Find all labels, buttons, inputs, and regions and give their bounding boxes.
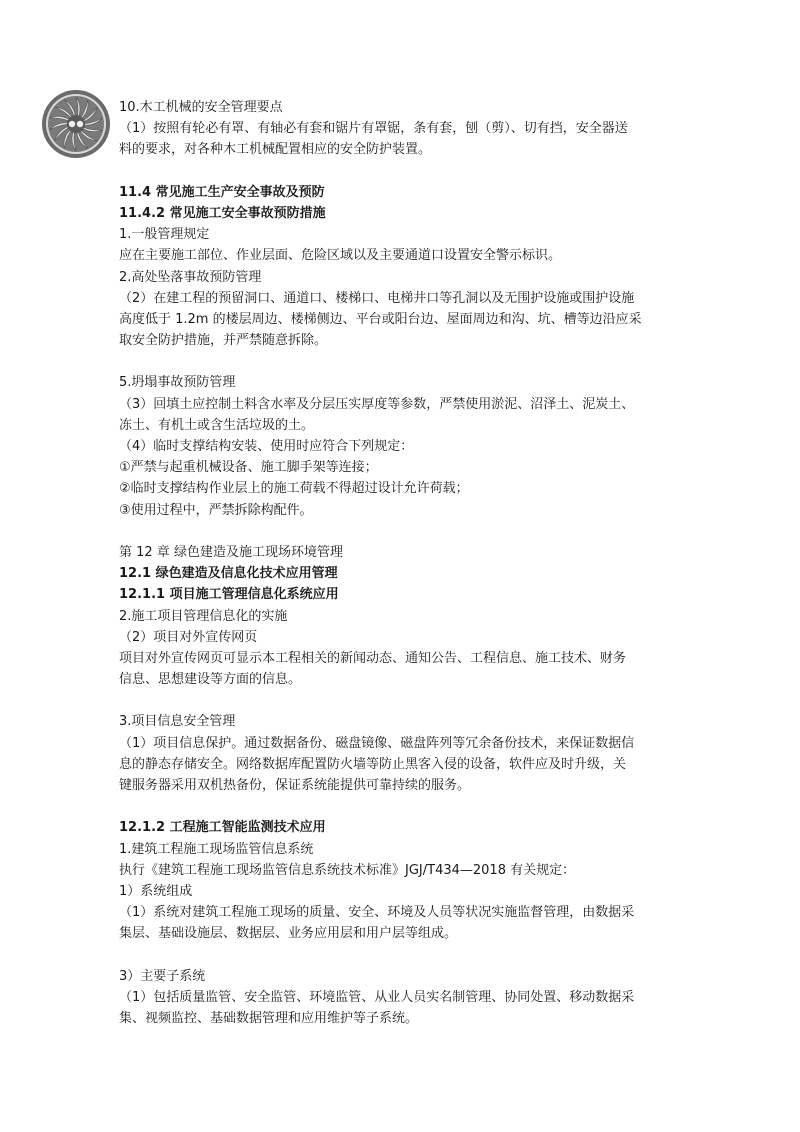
- text-line: 集层、基础设施层、数据层、业务应用层和用户层等组成。: [119, 926, 458, 942]
- text-line: 执行《建筑工程施工现场监管信息系统技术标准》JGJ/T434—2018 有关规定：: [119, 862, 576, 878]
- text-line: 冻土、有机土或含生活垃圾的土。: [119, 417, 315, 433]
- text-line: 1.一般管理规定: [119, 227, 210, 243]
- text-line: （2）在建工程的预留洞口、通道口、楼梯口、电梯井口等孔洞以及无围护设施或围护设施: [119, 290, 635, 306]
- paragraph-gap: [119, 161, 689, 182]
- text-line: 取安全防护措施，并严禁随意拆除。: [119, 333, 328, 349]
- text-line: 2.高处坠落事故预防管理: [119, 269, 262, 285]
- text-line: 应在主要施工部位、作业层面、危险区域以及主要通道口设置安全警示标识。: [119, 248, 562, 264]
- text-block: [119, 966, 689, 1030]
- text-line: 10.木工机械的安全管理要点: [119, 100, 283, 115]
- ornamental-circle-emblem-icon: [40, 88, 112, 160]
- paragraph-gap: [119, 945, 689, 966]
- text-line: 高度低于 1.2m 的楼层周边、楼梯侧边、平台或阳台边、屋面周边和沟、坑、槽等边沿应采: [119, 311, 642, 327]
- document-body: [119, 97, 689, 1029]
- text-line: （1）项目信息保护。通过数据备份、磁盘镜像、磁盘阵列等冗余备份技术，来保证数据信: [119, 735, 635, 751]
- section-heading: 12.1.1 项目施工管理信息化系统应用: [119, 587, 339, 603]
- text-block: [119, 97, 689, 161]
- text-line: 料的要求，对各种木工机械配置相应的安全防护装置。: [119, 142, 432, 158]
- section-heading: 12.1 绿色建造及信息化技术应用管理: [119, 566, 338, 582]
- section-heading: 11.4 常见施工生产安全事故及预防: [119, 184, 325, 200]
- paragraph-gap: [119, 690, 689, 711]
- text-block: [119, 182, 689, 352]
- text-line: （4）临时支撑结构安装、使用时应符合下列规定：: [119, 439, 414, 454]
- text-block: [119, 372, 689, 520]
- text-line: （1）按照有轮必有罩、有轴必有套和锯片有罩锯，条有套，刨（剪）、切有挡，安全器送: [119, 121, 628, 137]
- section-heading: 12.1.2 工程施工智能监测技术应用: [119, 820, 326, 836]
- text-line: ②临时支撑结构作业层上的施工荷载不得超过设计允许荷载；: [119, 481, 469, 497]
- text-block: [119, 817, 689, 944]
- text-line: 3.项目信息安全管理: [119, 714, 236, 730]
- text-line: 信息、思想建设等方面的信息。: [119, 672, 302, 688]
- text-line: ③使用过程中，严禁拆除构配件。: [119, 502, 313, 518]
- text-line: 2.施工项目管理信息化的实施: [119, 608, 288, 624]
- text-line: （3）回填土应控制土料含水率及分层压实厚度等参数，严禁使用淤泥、沼泽土、泥炭土、: [119, 396, 635, 412]
- text-line: 第 12 章 绿色建造及施工现场环境管理: [119, 544, 343, 560]
- text-line: 息的静态存储安全。网络数据库配置防火墙等防止黑客入侵的设备，软件应及时升级，关: [119, 756, 627, 772]
- text-line: 1.建筑工程施工现场监管信息系统: [119, 841, 314, 857]
- text-line: 键服务器采用双机热备份，保证系统能提供可靠持续的服务。: [119, 778, 471, 793]
- text-line: 1）系统组成: [119, 883, 193, 899]
- paragraph-gap: [119, 521, 689, 542]
- text-line: ①严禁与起重机械设备、施工脚手架等连接；: [119, 460, 378, 476]
- paragraph-gap: [119, 351, 689, 372]
- section-heading: 11.4.2 常见施工安全事故预防措施: [119, 205, 326, 221]
- text-line: 3）主要子系统: [119, 968, 206, 984]
- paragraph-gap: [119, 796, 689, 817]
- text-line: 项目对外宣传网页可显示本工程相关的新闻动态、通知公告、工程信息、施工技术、财务: [119, 650, 627, 666]
- text-line: 集、视频监控、基础数据管理和应用维护等子系统。: [119, 1011, 419, 1027]
- text-block: [119, 542, 689, 690]
- text-line: （1）包括质量监管、安全监管、环境监管、从业人员实名制管理、协同处置、移动数据采: [119, 989, 635, 1005]
- text-block: [119, 711, 689, 796]
- text-line: （2）项目对外宣传网页: [119, 629, 258, 645]
- text-line: （1）系统对建筑工程施工现场的质量、安全、环境及人员等状况实施监督管理，由数据采: [119, 905, 635, 921]
- text-line: 5.坍塌事故预防管理: [119, 375, 236, 391]
